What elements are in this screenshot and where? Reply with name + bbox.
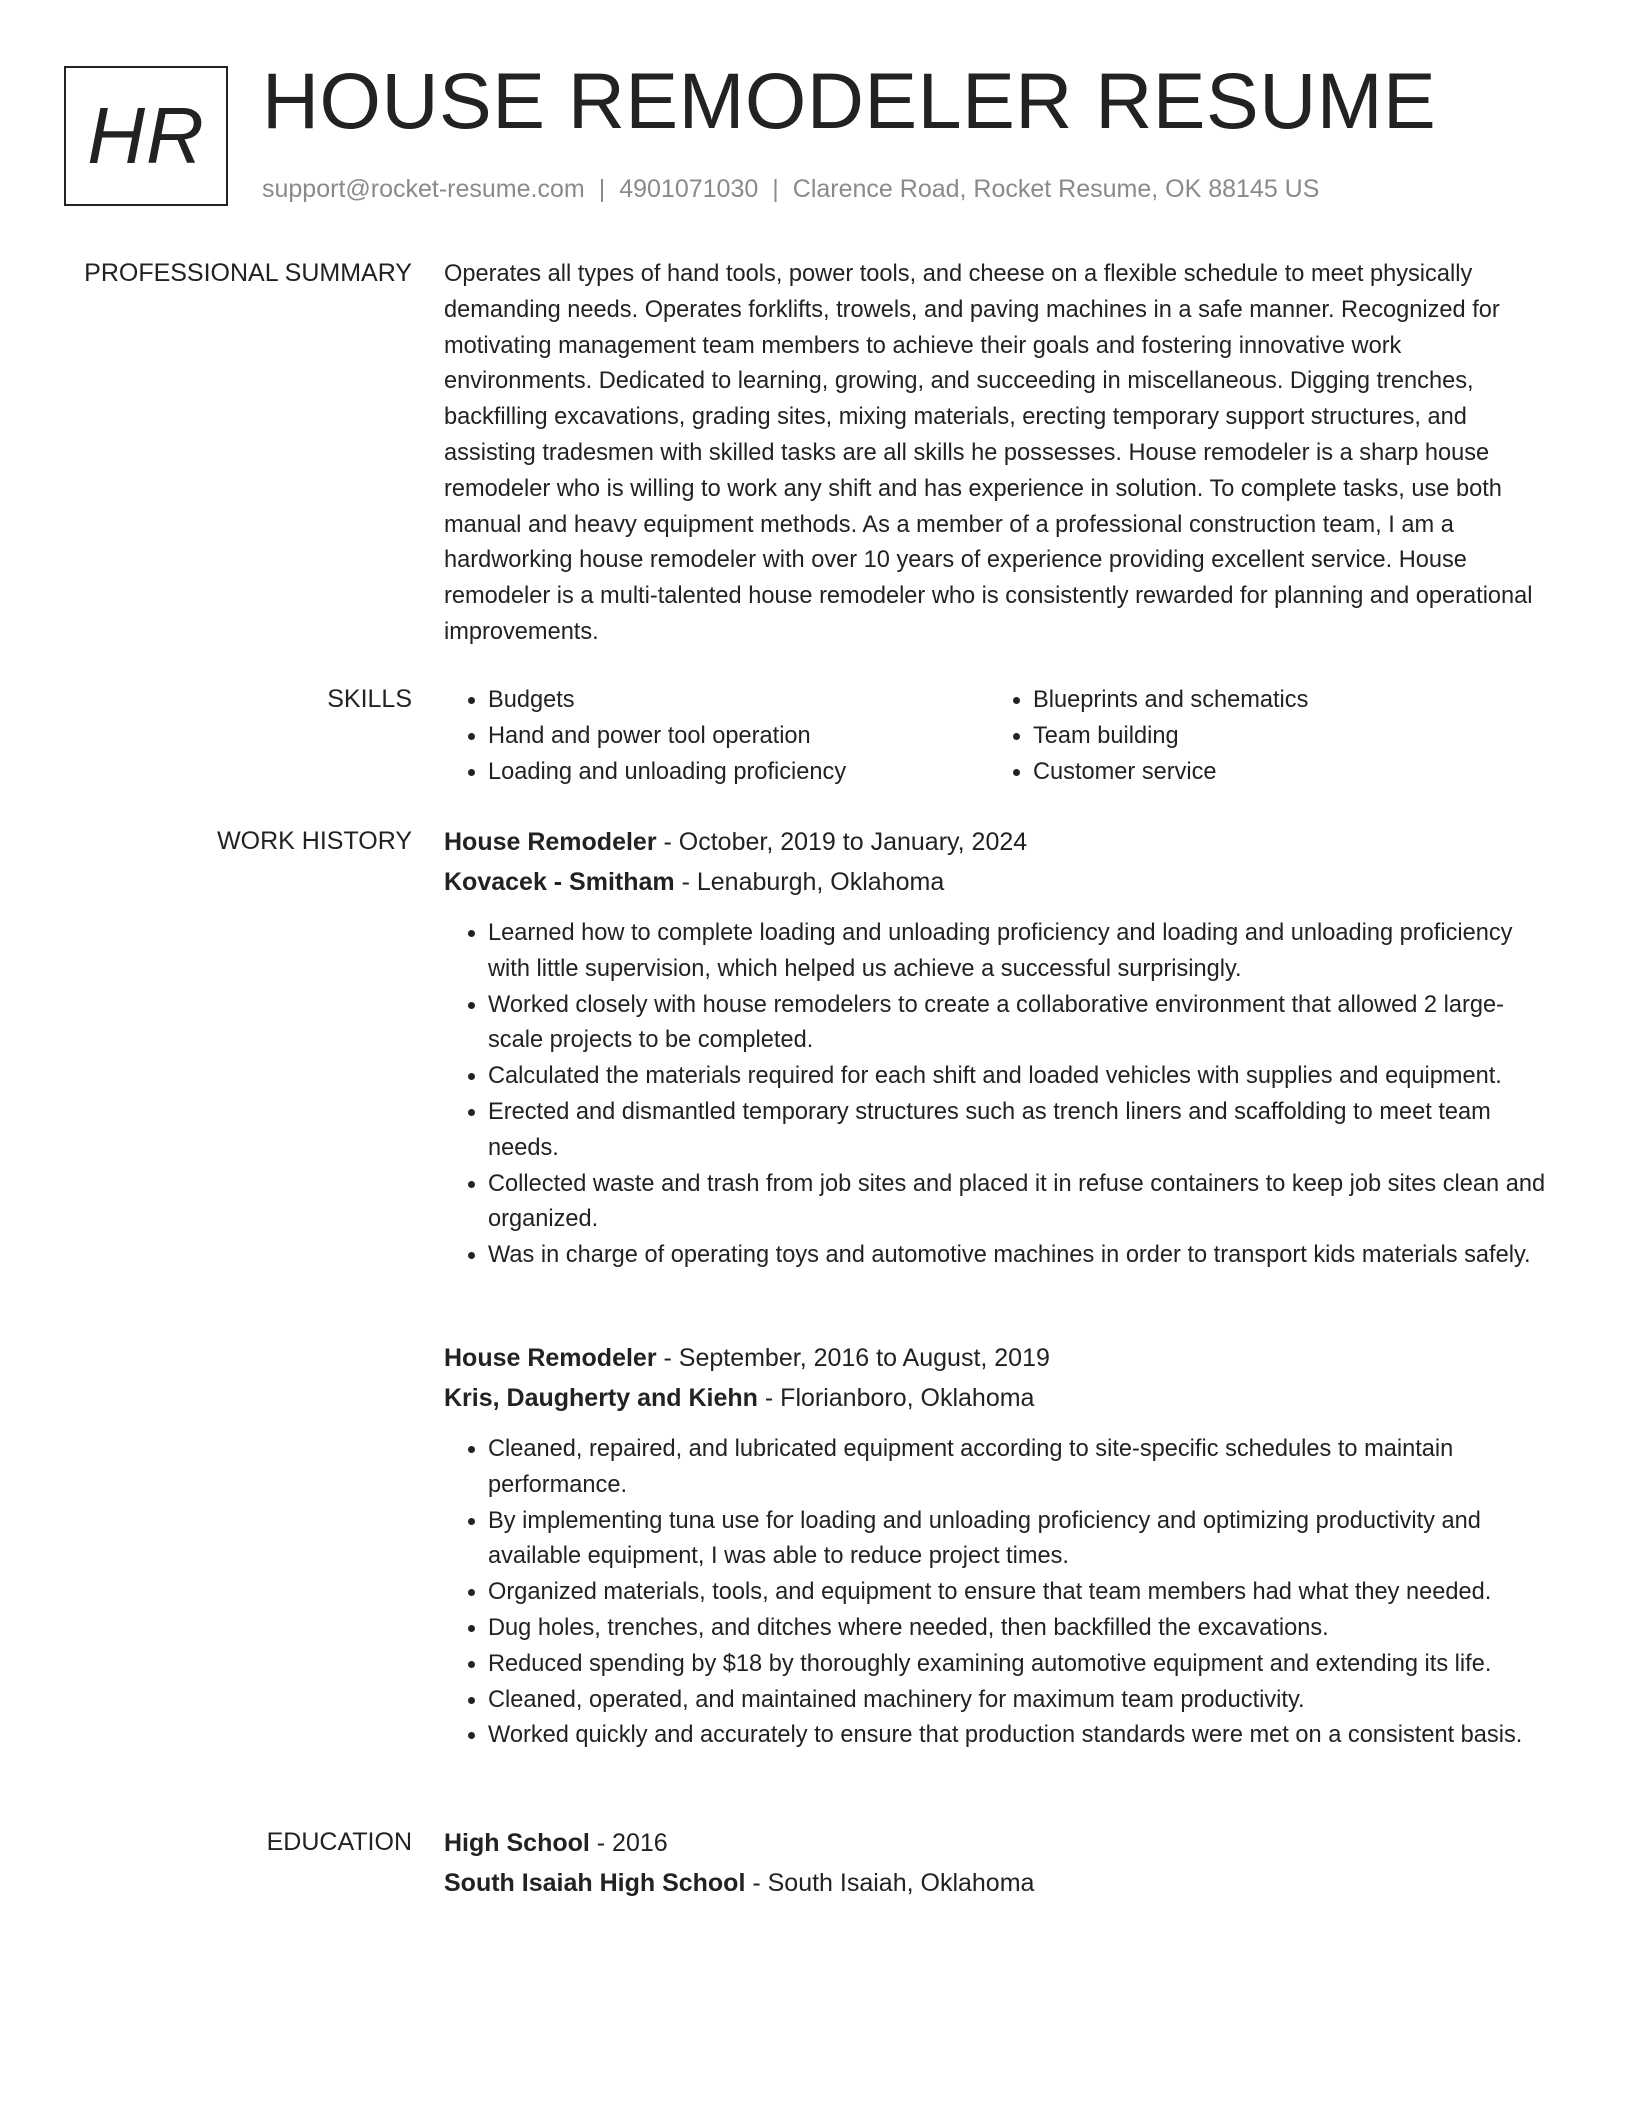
education-year: - 2016 (589, 1829, 668, 1857)
job-company: Kris, Daugherty and Kiehn (444, 1384, 758, 1412)
summary-heading: PROFESSIONAL SUMMARY (84, 259, 412, 287)
skills-heading: SKILLS (327, 685, 412, 713)
contact-line (262, 174, 1319, 204)
job-bullet: • Organized materials, tools, and equipment to ensure that team members had what they needed. (488, 1575, 1556, 1611)
skills-body (444, 682, 1556, 790)
skills-list-right (989, 682, 1534, 790)
job-location: - Florianboro, Oklahoma (757, 1384, 1035, 1412)
job-bullet: • Learned how to complete loading and unloading proficiency and loading and unloading proficiency with little supervision, which helped us achieve a successful surprisingly. (488, 916, 1556, 988)
job-bullet: • Dug holes, trenches, and ditches where needed, then backfilled the excavations. (488, 1611, 1556, 1647)
education-body (444, 1823, 1556, 1903)
monogram-text: HR (87, 91, 205, 180)
job-title: House Remodeler (444, 828, 657, 856)
job-bullet-list (444, 1432, 1556, 1754)
skill-item: • Budgets (488, 682, 989, 718)
job-bullet: • Cleaned, operated, and maintained machinery for maximum team productivity. (488, 1683, 1556, 1719)
resume-title: HOUSE REMODELER RESUME (262, 56, 1437, 145)
job-company: Kovacek - Smitham (444, 868, 675, 896)
job-bullet: • Erected and dismantled temporary structures such as trench liners and scaffolding to meet team needs. (488, 1095, 1556, 1167)
contact-separator: | (598, 175, 606, 203)
job-title-line (444, 822, 1556, 862)
job-bullet: • Calculated the materials required for each shift and loaded vehicles with supplies and equipment. (488, 1059, 1556, 1095)
education-degree: High School (444, 1829, 590, 1857)
job-entry (444, 822, 1556, 1274)
education-school: South Isaiah High School (444, 1869, 746, 1897)
job-bullet: • Collected waste and trash from job sites and placed it in refuse containers to keep job sites clean and organized. (488, 1167, 1556, 1239)
contact-separator: | (772, 175, 779, 203)
education-heading: EDUCATION (266, 1828, 412, 1856)
skill-item: • Team building (1033, 718, 1534, 754)
job-bullet: • Cleaned, repaired, and lubricated equipment according to site-specific schedules to maintain performance. (488, 1432, 1556, 1504)
education-location: - South Isaiah, Oklahoma (745, 1869, 1035, 1897)
job-title: House Remodeler (444, 1344, 657, 1372)
skills-grid (444, 682, 1556, 790)
job-title-line (444, 1338, 1556, 1378)
job-location: - Lenaburgh, Oklahoma (674, 868, 945, 896)
job-bullet: • Reduced spending by $18 by thoroughly examining automotive equipment and extending its life. (488, 1647, 1556, 1683)
job-dates: - October, 2019 to January, 2024 (656, 828, 1028, 856)
job-company-line (444, 862, 1556, 902)
contact-phone: 4901071030 (619, 175, 759, 203)
contact-email: support@rocket-resume.com (262, 175, 585, 203)
job-bullet: • Worked closely with house remodelers to create a collaborative environment that allowed 2 large-scale projects to be completed. (488, 988, 1556, 1060)
education-school-line (444, 1863, 1556, 1903)
skill-item: • Customer service (1033, 754, 1534, 790)
summary-text: Operates all types of hand tools, power tools, and cheese on a flexible schedule to meet physically demanding needs. Operates forklifts, trowels, and paving machines in a safe manner. Recognized for motivating management team members to achieve their goals and fostering innovative work environments. Dedicated to learning, growing, and succeeding in miscellaneous. Digging trenches, backfilling excavations, grading sites, mixing materials, erecting temporary support structures, and assisting tradesmen with skilled tasks are all skills he possesses. House remodeler is a sharp house remodeler who is willing to work any shift and has experience in solution. To complete tasks, use both manual and heavy equipment methods. As a member of a professional construction team, I am a hardworking house remodeler with over 10 years of experience providing excellent service. House remodeler is a multi-talented house remodeler who is consistently rewarded for planning and operational improvements. (444, 261, 1533, 645)
job-bullet-list (444, 916, 1556, 1274)
skills-list-left (444, 682, 989, 790)
monogram-logo (64, 66, 228, 206)
job-company-line (444, 1378, 1556, 1418)
job-bullet: • Was in charge of operating toys and automotive machines in order to transport kids materials safely. (488, 1238, 1556, 1274)
summary-body (444, 257, 1556, 651)
contact-address: Clarence Road, Rocket Resume, OK 88145 US (792, 175, 1320, 203)
job-entry (444, 1338, 1556, 1754)
skill-item: • Blueprints and schematics (1033, 682, 1534, 718)
education-degree-line (444, 1823, 1556, 1863)
job-dates: - September, 2016 to August, 2019 (656, 1344, 1050, 1372)
job-bullet: • Worked quickly and accurately to ensure that production standards were met on a consistent basis. (488, 1718, 1556, 1754)
job-bullet: • By implementing tuna use for loading and unloading proficiency and optimizing productivity and available equipment, I was able to reduce project times. (488, 1504, 1556, 1576)
work-history-heading: WORK HISTORY (217, 827, 412, 855)
work-history-body (444, 822, 1556, 1749)
skill-item: • Hand and power tool operation (488, 718, 989, 754)
skill-item: • Loading and unloading proficiency (488, 754, 989, 790)
